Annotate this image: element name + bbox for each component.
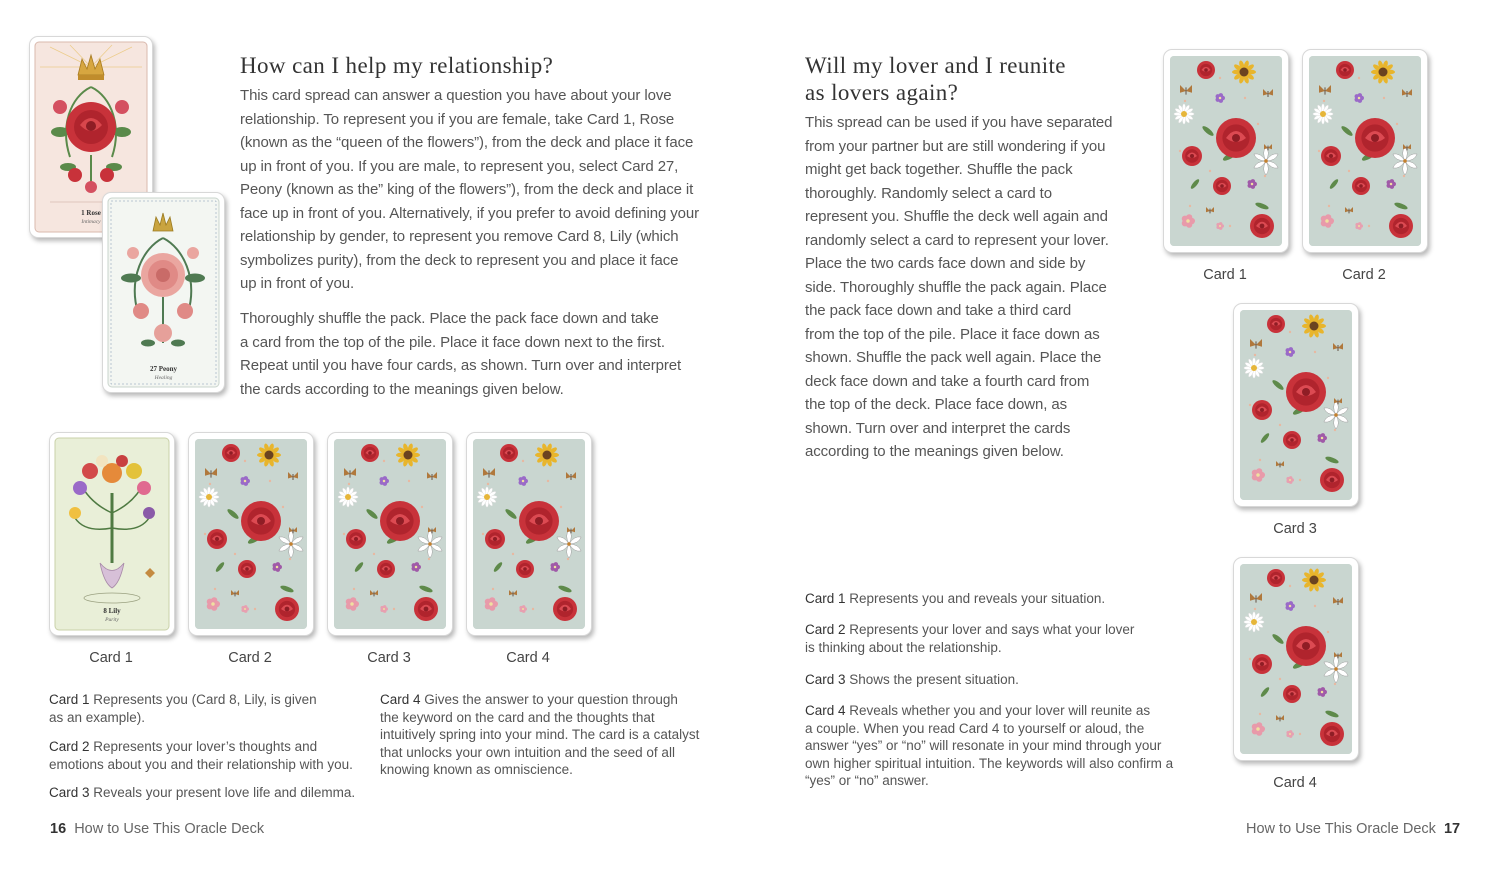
reunite-meaning-card-1 xyxy=(805,590,1175,608)
meaning-text: Reveals whether you and your lover will reunite as xyxy=(845,703,1151,718)
floral-pattern-icon xyxy=(1309,56,1421,246)
text-line: thoroughly. Randomly select a card to xyxy=(805,184,1052,202)
text-line: the top of the deck. Place face down, as xyxy=(805,396,1068,413)
reunite-card-back-1 xyxy=(1163,49,1289,253)
floral-pattern-icon xyxy=(195,439,307,629)
text-line: Place the two cards face down and side by xyxy=(805,255,1086,272)
spread-caption-card-4: Card 4 xyxy=(506,650,550,666)
text-line: the cards according to the meanings given below. xyxy=(240,380,564,398)
floral-pattern-icon xyxy=(1240,310,1352,500)
spread-caption-card-1: Card 1 xyxy=(89,650,133,666)
title-line: Will my lover and I reunite xyxy=(805,53,1066,78)
meaning-lead: Card 1 xyxy=(49,692,90,707)
reunite-card-back-2 xyxy=(1302,49,1428,253)
meaning-text: Gives the answer to your question through xyxy=(420,692,678,707)
spread-caption-card-2: Card 2 xyxy=(228,650,272,666)
text-line: shown. Turn over and interpret the cards xyxy=(805,419,1071,437)
left-page-title: How can I help my relationship? xyxy=(240,53,554,78)
floral-pattern-icon xyxy=(473,439,585,629)
peony-flower-icon xyxy=(103,193,224,392)
text-line: represent you. Shuffle the deck well again and xyxy=(805,208,1108,225)
meaning-text: that unlocks your own intuition and the seed of all xyxy=(380,744,675,760)
card-back-3 xyxy=(327,432,453,636)
floral-pattern-icon xyxy=(1240,564,1352,754)
meaning-text: Represents you (Card 8, Lily, is given xyxy=(89,692,317,707)
footer-text: How to Use This Oracle Deck xyxy=(74,821,265,837)
meaning-card-2 xyxy=(49,738,369,773)
text-line: the pack face down and take a third card xyxy=(805,302,1072,319)
card-back-pattern xyxy=(334,439,446,629)
lily-bouquet-icon xyxy=(50,433,174,635)
card-back-pattern xyxy=(1240,564,1352,754)
meaning-text: emotions about you and their relationship with you. xyxy=(49,756,353,772)
text-line: up in front of you. xyxy=(240,275,355,292)
meaning-card-4 xyxy=(380,691,710,779)
text-line: up in front of you. If you are male, to represent you, select Card 27, xyxy=(240,157,679,175)
rose-card-keyword: Intimacy xyxy=(81,219,101,225)
text-line: relationship. To represent you if you are female, take Card 1, Rose xyxy=(240,110,675,128)
meaning-text: Represents you and reveals your situation. xyxy=(845,591,1106,606)
reunite-meaning-card-3 xyxy=(805,671,1175,689)
meaning-lead: Card 3 xyxy=(805,672,846,687)
card-back-pattern xyxy=(1309,56,1421,246)
text-line: Repeat until you have four cards, as shown. Turn over and interpret xyxy=(240,357,682,374)
meaning-text: “yes” or “no” answer. xyxy=(805,773,929,788)
card-back-pattern xyxy=(1170,56,1282,246)
left-footer xyxy=(50,821,264,837)
text-line: face up in front of you. Alternatively, if you prefer to avoid defining your xyxy=(240,204,700,222)
text-line: might get back together. Shuffle the pack xyxy=(805,161,1073,178)
meaning-text: Reveals your present love life and dilemma. xyxy=(89,785,356,800)
title-line: as lovers again? xyxy=(805,80,959,105)
spread-caption-card-3: Card 3 xyxy=(367,650,411,666)
text-line: a card from the top of the pile. Place it face down next to the first. xyxy=(240,333,665,351)
lily-card-label: 8 Lily xyxy=(103,607,121,615)
reunite-caption-card-1: Card 1 xyxy=(1203,267,1247,283)
text-line: shown. Shuffle the pack well again. Place the xyxy=(805,349,1102,366)
card-back-pattern xyxy=(473,439,585,629)
meaning-lead: Card 1 xyxy=(805,591,846,606)
peony-card-keyword: Healing xyxy=(154,375,173,381)
card-back-2 xyxy=(188,432,314,636)
floral-pattern-icon xyxy=(334,439,446,629)
text-line: deck face down and take a fourth card from xyxy=(805,372,1090,390)
meaning-lead: Card 3 xyxy=(49,785,90,800)
reunite-caption-card-4: Card 4 xyxy=(1273,775,1317,791)
text-line: from the top of the pile. Place it face down as xyxy=(805,325,1100,343)
meaning-text: Represents your lover and says what your lover xyxy=(845,622,1135,637)
meaning-text: is thinking about the relationship. xyxy=(805,639,1002,655)
meaning-text: the keyword on the card and the thoughts that xyxy=(380,709,655,725)
text-line: from your partner but are still wondering if you xyxy=(805,137,1106,155)
right-paragraph xyxy=(805,111,1145,464)
meaning-card-3 xyxy=(49,784,369,802)
reunite-card-back-3 xyxy=(1233,303,1359,507)
text-line: randomly select a card to represent your lover. xyxy=(805,231,1109,249)
peony-card-illustration xyxy=(102,192,225,393)
reunite-meaning-card-4 xyxy=(805,702,1175,790)
text-line: (known as the “queen of the flowers”), from the deck and place it face xyxy=(240,134,694,151)
meaning-card-1 xyxy=(49,691,369,726)
reunite-meaning-card-2 xyxy=(805,621,1175,656)
reunite-card-back-4 xyxy=(1233,557,1359,761)
meaning-text: answer “yes” or “no” will resonate in your mind through your xyxy=(805,738,1162,753)
meaning-text: knowing known as omniscience. xyxy=(380,762,573,777)
text-line: Peony (known as the” king of the flowers”), from the deck and place it xyxy=(240,181,694,198)
text-line: Thoroughly shuffle the pack. Place the pack face down and take xyxy=(240,310,659,327)
peony-card-label: 27 Peony xyxy=(149,365,178,373)
meaning-text: Represents your lover’s thoughts and xyxy=(89,739,318,754)
card-back-4 xyxy=(466,432,592,636)
left-paragraph-2 xyxy=(240,307,710,401)
page-number: 17 xyxy=(1443,821,1461,837)
right-footer xyxy=(1246,821,1460,837)
footer-text: How to Use This Oracle Deck xyxy=(1246,821,1436,837)
meaning-text: a couple. When you read Card 4 to yourself or aloud, the xyxy=(805,720,1145,736)
meaning-text: own higher spiritual intuition. The keywords will also confirm a xyxy=(805,755,1174,771)
left-paragraph-1 xyxy=(240,84,710,296)
reunite-caption-card-2: Card 2 xyxy=(1342,267,1386,283)
page-number: 16 xyxy=(50,821,67,837)
right-page-title xyxy=(805,52,1066,106)
meaning-text: Shows the present situation. xyxy=(845,672,1019,687)
meaning-lead: Card 4 xyxy=(805,703,846,718)
text-line: side. Thoroughly shuffle the pack again. Place xyxy=(805,278,1107,296)
rose-card-label: 1 Rose xyxy=(81,209,101,217)
text-line: This spread can be used if you have separated xyxy=(805,114,1113,131)
meaning-text: as an example). xyxy=(49,709,146,725)
meaning-lead: Card 2 xyxy=(805,622,846,637)
text-line: This card spread can answer a question you have about your love xyxy=(240,87,672,104)
text-line: according to the meanings given below. xyxy=(805,443,1064,460)
text-line: symbolizes purity), from the deck to represent you and place it face xyxy=(240,251,679,269)
text-line: relationship by gender, to represent you remove Card 8, Lily (which xyxy=(240,228,679,245)
meaning-text: intuitively spring into your mind. The card is a catalyst xyxy=(380,727,700,742)
lily-card-keyword: Purity xyxy=(105,617,119,623)
card-back-pattern xyxy=(195,439,307,629)
meaning-lead: Card 2 xyxy=(49,739,90,754)
card-back-pattern xyxy=(1240,310,1352,500)
floral-pattern-icon xyxy=(1170,56,1282,246)
meaning-lead: Card 4 xyxy=(380,692,421,707)
lily-card-illustration xyxy=(49,432,175,636)
reunite-caption-card-3: Card 3 xyxy=(1273,521,1317,537)
